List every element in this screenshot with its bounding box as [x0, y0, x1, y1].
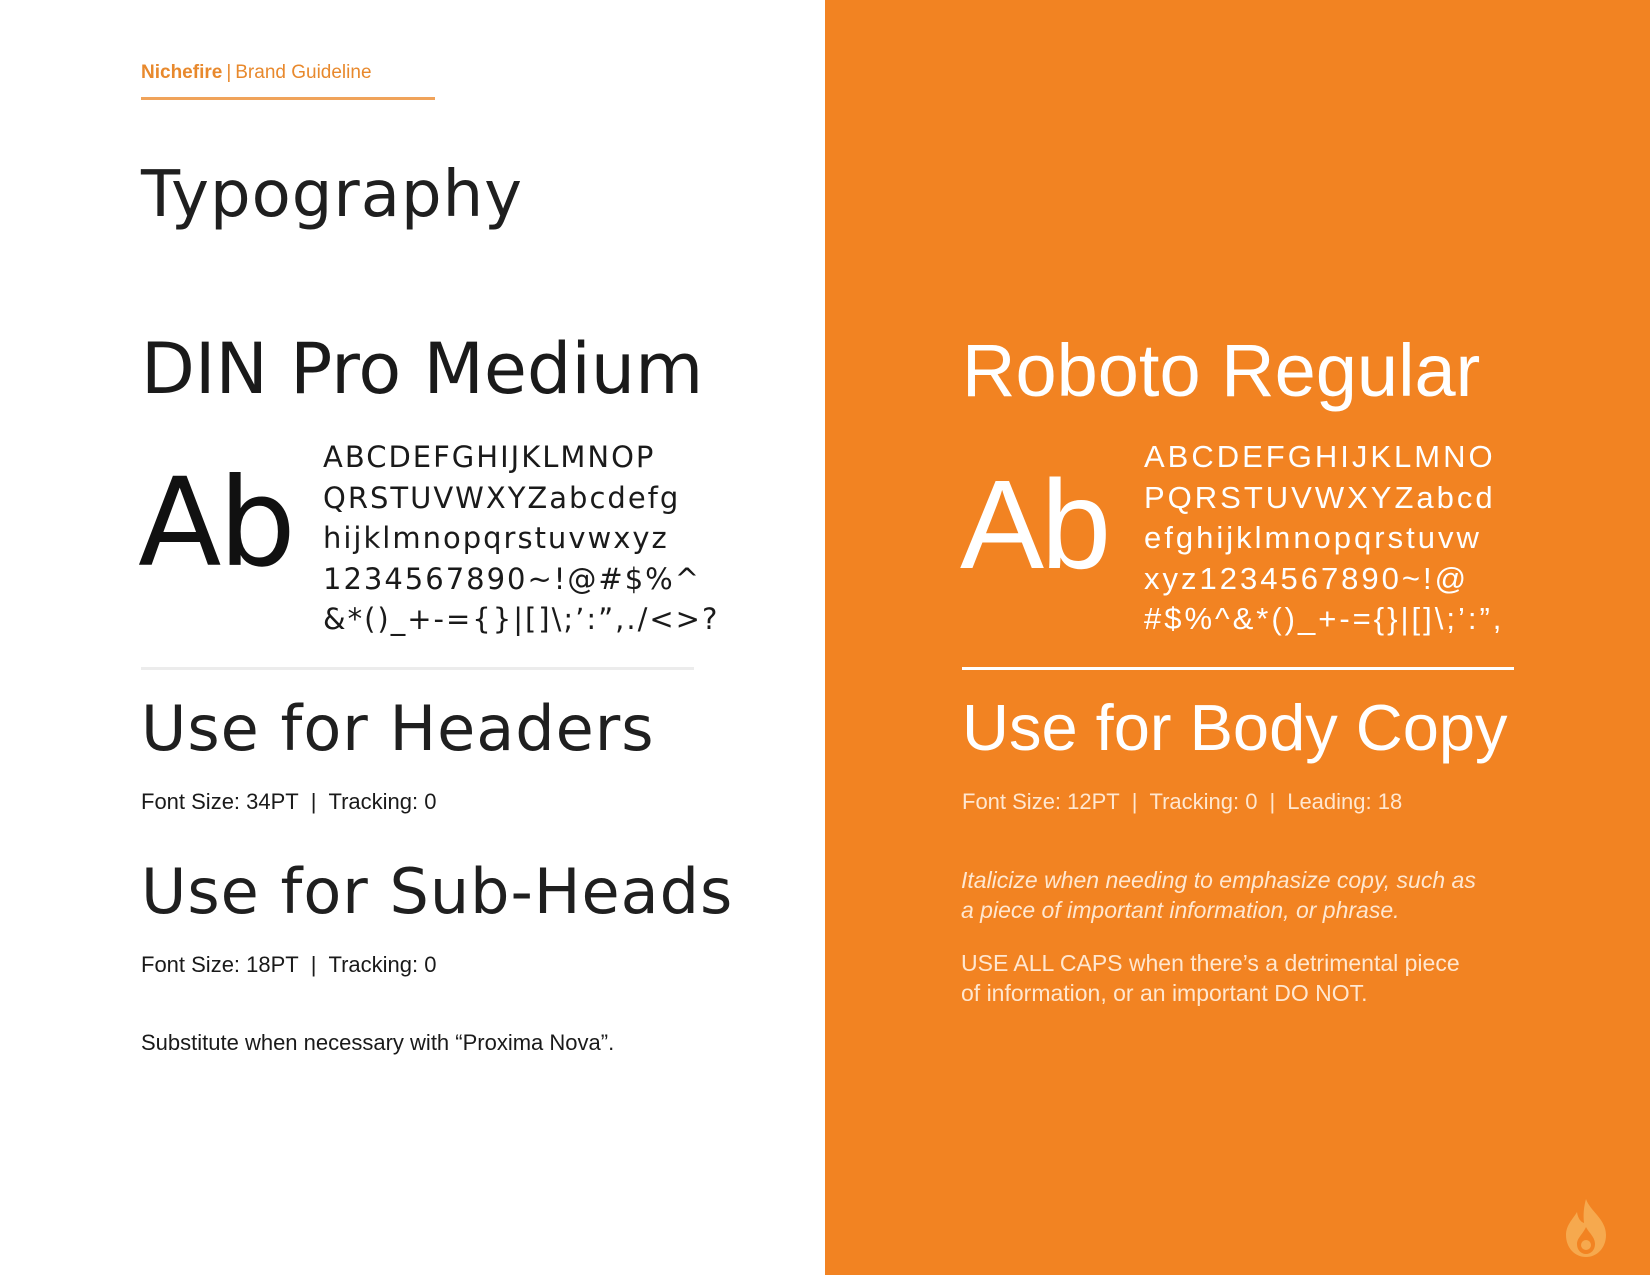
sample-ab-din: Ab	[138, 452, 293, 594]
italic-usage-note	[961, 865, 1476, 925]
glyph-line: ABCDEFGHIJKLMNOP	[323, 440, 656, 474]
note-line: of information, or an important DO NOT.	[961, 980, 1368, 1006]
spec-tracking: Tracking: 0	[328, 789, 437, 814]
spec-font-size: Font Size: 12PT	[962, 789, 1120, 814]
spec-separator: |	[1269, 789, 1276, 814]
note-line: USE ALL CAPS when there’s a detrimental piece	[961, 950, 1460, 976]
glyph-line: hijklmnopqrstuvwxyz	[323, 521, 669, 555]
glyph-line: QRSTUVWXYZabcdefg	[323, 480, 681, 515]
typeface-name-din: DIN Pro Medium	[141, 328, 704, 410]
caps-usage-note	[961, 948, 1460, 1008]
brand-underline	[141, 97, 435, 100]
spec-subheads	[141, 952, 436, 978]
glyph-line: PQRSTUVWXYZabcd	[1144, 479, 1496, 515]
flame-icon	[1560, 1197, 1612, 1259]
glyph-set-roboto	[1144, 437, 1504, 640]
spec-leading: Leading: 18	[1287, 789, 1403, 814]
brand-name: Nichefire	[141, 62, 223, 83]
usage-body-copy: Use for Body Copy	[962, 691, 1508, 764]
substitute-note: Substitute when necessary with “Proxima Nova”.	[141, 1030, 615, 1055]
typeface-name-roboto: Roboto Regular	[962, 329, 1481, 412]
spec-font-size: Font Size: 18PT	[141, 952, 299, 977]
spec-separator: |	[310, 789, 317, 814]
glyph-line: xyz1234567890~!@	[1144, 560, 1470, 596]
glyph-set-din	[323, 437, 719, 640]
sample-ab-roboto: Ab	[960, 454, 1109, 595]
spec-body-copy	[962, 789, 1402, 815]
glyph-line: efghijklmnopqrstuvw	[1144, 520, 1482, 555]
page-title: Typography	[141, 158, 523, 232]
glyph-line: &*()_+-={}|[]\;’:”,./<>?	[323, 602, 720, 636]
note-line: a piece of important information, or phrase.	[961, 897, 1400, 923]
spec-tracking: Tracking: 0	[1149, 789, 1258, 814]
usage-subheads: Use for Sub-Heads	[141, 855, 734, 928]
glyph-line: #$%^&*()_+-={}|[]\;’:”,	[1144, 601, 1505, 636]
spec-separator: |	[1131, 789, 1138, 814]
spec-font-size: Font Size: 34PT	[141, 789, 299, 814]
divider-right	[962, 667, 1514, 670]
spec-separator: |	[310, 952, 317, 977]
spec-headers	[141, 789, 436, 815]
section-name: Brand Guideline	[235, 62, 372, 83]
brand-header	[141, 62, 372, 84]
note-line: Italicize when needing to emphasize copy, such as	[961, 867, 1476, 893]
brand-separator: |	[226, 62, 232, 83]
usage-headers: Use for Headers	[141, 692, 655, 765]
glyph-line: 1234567890~!@#$%^	[323, 561, 702, 596]
glyph-line: ABCDEFGHIJKLMNO	[1144, 439, 1496, 474]
divider-left	[141, 667, 694, 670]
spec-tracking: Tracking: 0	[328, 952, 437, 977]
